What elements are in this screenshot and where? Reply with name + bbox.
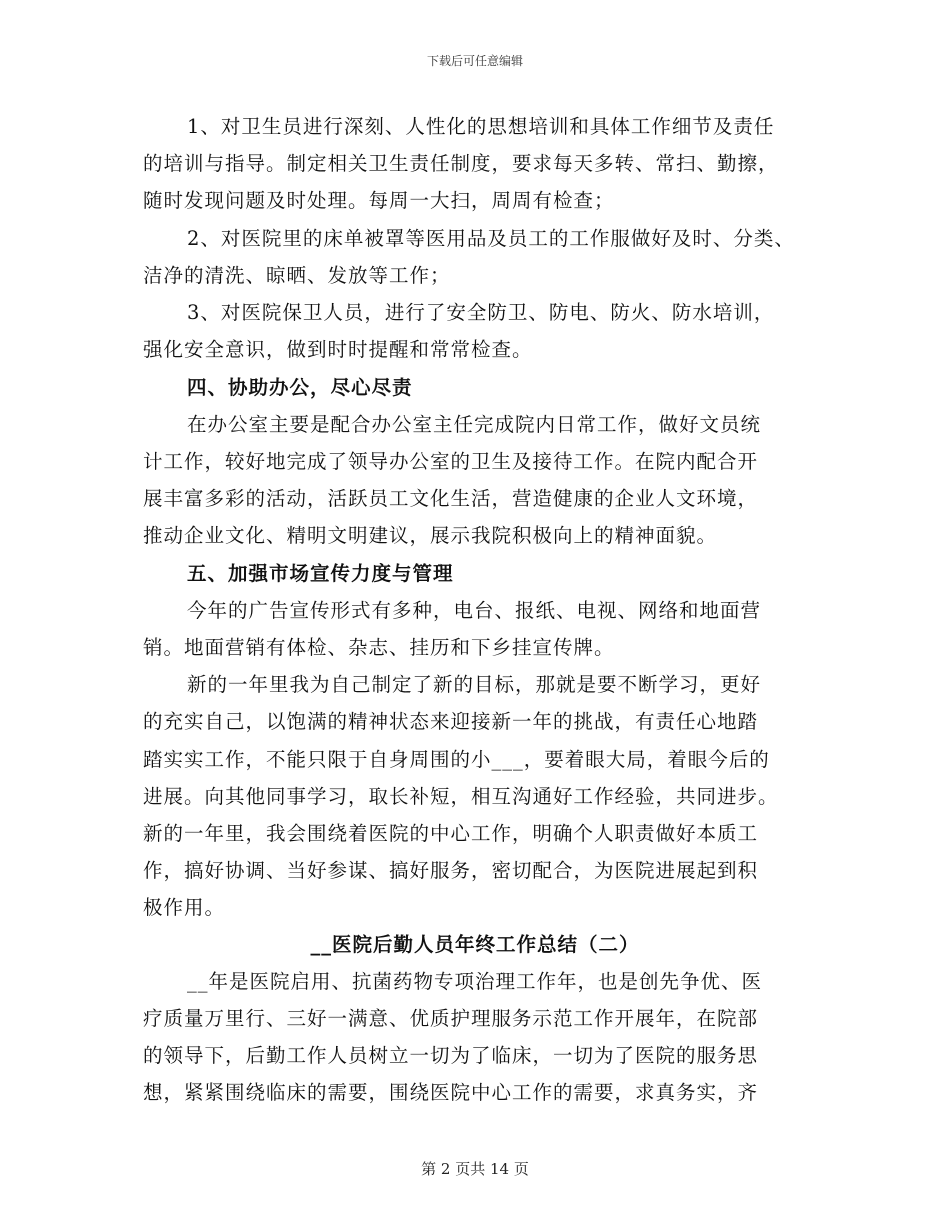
paragraph-line: 随时发现问题及时处理。每周一大扫，周周有检查； — [143, 189, 615, 212]
paragraph-line: 强化安全意识，做到时时提醒和常常检查。 — [143, 338, 533, 361]
paragraph-line: 新的一年里，我会围绕着医院的中心工作，明确个人职责做好本质工 — [143, 822, 759, 845]
paragraph-line: 的领导下，后勤工作人员树立一切为了临床，一切为了医院的服务思 — [143, 1044, 759, 1067]
section-heading: 四、协助办公，尽心尽责 — [187, 376, 413, 399]
paragraph-line: 作，搞好协调、当好参谋、搞好服务，密切配合，为医院进展起到积 — [143, 859, 759, 882]
paragraph-line: 洁净的清洗、晾晒、发放等工作； — [143, 264, 451, 287]
paragraph-line: 的充实自己，以饱满的精神状态来迎接新一年的挑战，有责任心地踏 — [143, 710, 759, 733]
paragraph-line: 推动企业文化、精明文明建议，展示我院积极向上的精神面貌。 — [143, 524, 718, 547]
paragraph-line: 进展。向其他同事学习，取长补短，相互沟通好工作经验，共同进步。 — [143, 785, 779, 808]
paragraph-line: 1、对卫生员进行深刻、人性化的思想培训和具体工作细节及责任 — [187, 115, 775, 138]
paragraph-line: 的培训与指导。制定相关卫生责任制度，要求每天多转、常扫、勤擦， — [143, 152, 779, 175]
section-heading: 五、加强市场宣传力度与管理 — [187, 562, 454, 585]
paragraph-line: 今年的广告宣传形式有多种，电台、报纸、电视、网络和地面营 — [187, 599, 762, 622]
document-subtitle: __医院后勤人员年终工作总结（二） — [310, 933, 640, 956]
paragraph-line: 3、对医院保卫人员，进行了安全防卫、防电、防火、防水培训， — [187, 301, 775, 324]
paragraph-line: 新的一年里我为自己制定了新的目标，那就是要不断学习，更好 — [187, 673, 762, 696]
paragraph-line: 2、对医院里的床单被罩等医用品及员工的工作服做好及时、分类、 — [187, 227, 795, 250]
page-number: 第 2 页共 14 页 — [421, 1160, 529, 1178]
paragraph-line: 展丰富多彩的活动，活跃员工文化生活，营造健康的企业人文环境， — [143, 487, 759, 510]
paragraph-line: 销。地面营销有体检、杂志、挂历和下乡挂宣传牌。 — [143, 636, 615, 659]
paragraph-line: __年是医院启用、抗菌药物专项治理工作年，也是创先争优、医 — [187, 970, 763, 993]
paragraph-line: 疗质量万里行、三好一满意、优质护理服务示范工作开展年，在院部 — [143, 1007, 759, 1030]
paragraph-line: 想，紧紧围绕临床的需要，围绕医院中心工作的需要，求真务实，齐 — [143, 1081, 759, 1104]
paragraph-line: 踏实实工作，不能只限于自身周围的小___，要着眼大局，着眼今后的 — [143, 748, 770, 771]
paragraph-line: 计工作，较好地完成了领导办公室的卫生及接待工作。在院内配合开 — [143, 450, 759, 473]
paragraph-line: 在办公室主要是配合办公室主任完成院内日常工作，做好文员统 — [187, 413, 762, 436]
page-header: 下载后可任意编辑 — [426, 54, 523, 68]
paragraph-line: 极作用。 — [143, 896, 226, 919]
